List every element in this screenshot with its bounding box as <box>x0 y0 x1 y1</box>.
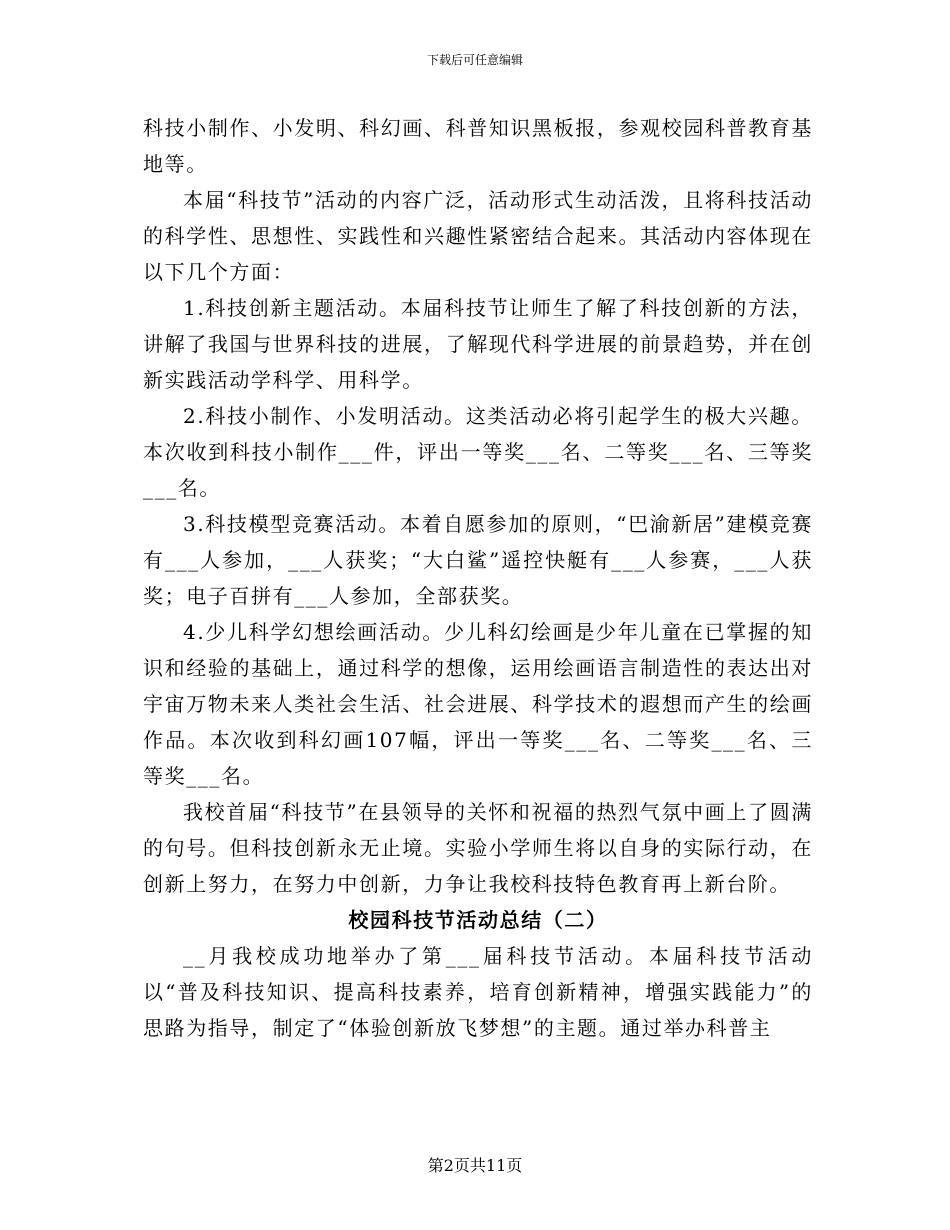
paragraph-item-4: 4.少儿科学幻想绘画活动。少儿科幻绘画是少年儿童在已掌握的知识和经验的基础上，通过科学的想像，运用绘画语言制造性的表达出对宇宙万物未来人类社会生活、社会进展、科学技术的遐想而产生的绘画作品。本次收到科幻画107幅，评出一等奖___名、二等奖___名、三等奖___名。 <box>143 620 813 788</box>
paragraph-section-intro: __月我校成功地举办了第___届科技节活动。本届科技节活动以“普及科技知识、提高科技素养，培育创新精神，增强实践能力”的思路为指导，制定了“体验创新放飞梦想”的主题。通过举办科普主 <box>143 944 813 1040</box>
paragraph-item-2: 2.科技小制作、小发明活动。这类活动必将引起学生的极大兴趣。本次收到科技小制作___件，评出一等奖___名、二等奖___名、三等奖___名。 <box>143 404 813 500</box>
paragraph-overview: 本届“科技节”活动的内容广泛，活动形式生动活泼，且将科技活动的科学性、思想性、实践性和兴趣性紧密结合起来。其活动内容体现在以下几个方面： <box>143 188 813 284</box>
document-body <box>143 110 813 1046</box>
section-title: 校园科技节活动总结（二） <box>348 908 608 932</box>
page-footer: 第2页共11页 <box>427 1156 523 1175</box>
paragraph-item-1: 1.科技创新主题活动。本届科技节让师生了解了科技创新的方法，讲解了我国与世界科技的进展，了解现代科学进展的前景趋势，并在创新实践活动学科学、用科学。 <box>143 296 813 392</box>
paragraph-conclusion: 我校首届“科技节”在县领导的关怀和祝福的热烈气氛中画上了圆满的句号。但科技创新永无止境。实验小学师生将以自身的实际行动，在创新上努力，在努力中创新，力争让我校科技特色教育再上新台阶。 <box>143 800 813 896</box>
paragraph-item-3: 3.科技模型竞赛活动。本着自愿参加的原则，“巴渝新居”建模竞赛有___人参加，___人获奖；“大白鲨”遥控快艇有___人参赛，___人获奖；电子百拼有___人参加，全部获奖。 <box>143 512 813 608</box>
paragraph-continuation: 科技小制作、小发明、科幻画、科普知识黑板报，参观校园科普教育基地等。 <box>143 116 813 176</box>
page-header: 下载后可任意编辑 <box>426 53 523 67</box>
